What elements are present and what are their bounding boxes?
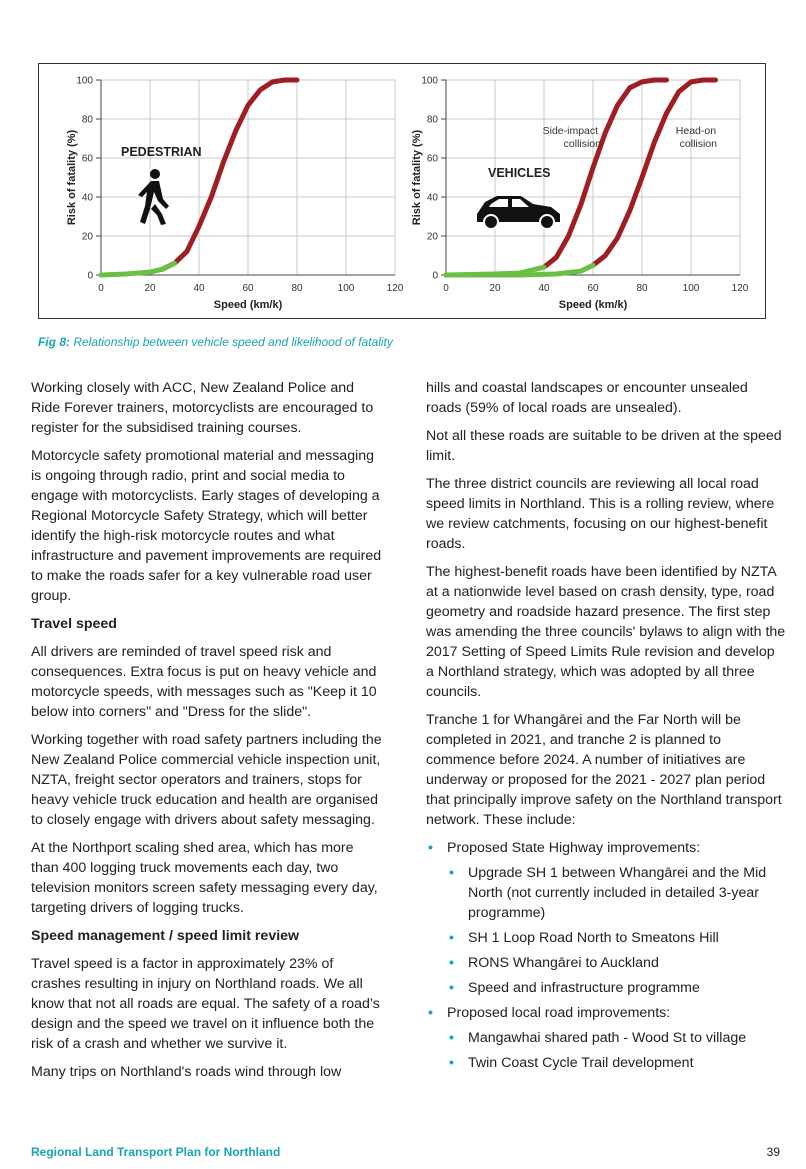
paragraph: Working closely with ACC, New Zealand Police and Ride Forever trainers, motorcyclists are encouraged to register for the subsidised training courses. [31,380,374,436]
series-line-low-0 [101,263,175,275]
x-tick-label: 40 [538,283,550,294]
figure-caption [38,335,393,349]
paragraph: Tranche 1 for Whangārei and the Far North will be completed in 2021, and tranche 2 is planned to commence before 2024. A number of initiatives are underway or proposed for the 2021 - 2027 plan period that principally improve safety on the Northland transport network. These include: [426,712,782,828]
x-axis-label: Speed (km/k) [558,299,628,311]
x-tick-label: 80 [636,283,648,294]
x-tick-label: 60 [242,283,254,294]
pedestrian-label: PEDESTRIAN [121,145,202,159]
list-item [426,1003,786,1073]
x-tick-label: 60 [587,283,599,294]
y-tick-label: 100 [421,75,438,87]
right-column [426,378,786,1078]
vehicles-label: VEHICLES [488,166,551,180]
x-tick-label: 100 [682,283,700,294]
side-impact-annotation: Side-impact collision [542,125,601,150]
y-tick-label: 100 [76,75,93,87]
paragraph: Not all these roads are suitable to be driven at the speed limit. [426,428,782,464]
y-tick-label: 60 [81,153,93,165]
series-line-high-0 [162,80,297,269]
x-tick-label: 100 [337,283,355,294]
paragraph: hills and coastal landscapes or encounter unsealed roads (59% of local roads are unsealed). [426,380,748,416]
y-tick-label: 0 [87,270,93,282]
figure-caption-label: Fig 8: [38,335,70,349]
y-tick-label: 80 [426,114,438,126]
paragraph: Many trips on Northland's roads wind through low [31,1064,342,1080]
figure [38,63,766,319]
x-tick-label: 0 [98,283,104,294]
fatality-charts [39,64,767,320]
list-item: • Twin Coast Cycle Trail development [447,1053,786,1073]
heading-travel-speed: Travel speed [31,616,117,632]
car-icon [477,196,560,229]
y-tick-label: 20 [426,231,438,243]
x-tick-label: 120 [731,283,749,294]
y-tick-label: 60 [426,153,438,165]
chart-panel-1 [411,76,749,312]
paragraph: Motorcycle safety promotional material and messaging is ongoing through radio, print and social media to engage with motorcyclists. Early stages of developing a Regional Motorcycle Safety Strategy, which will better identify the high-risk motorcycle routes and what infrastructure and pavement improvements are required to make the roads safer for a key vulnerable road user group. [31,448,382,604]
paragraph: The three district councils are reviewing all local road speed limits in Northland. This is a rolling review, where we review catchments, focusing on our highest-benefit roads. [426,476,775,552]
page-number: 39 [766,1145,780,1159]
head-on-annotation: Head-on collision [675,125,717,150]
paragraph: All drivers are reminded of travel speed risk and consequences. Extra focus is put on heavy vehicle and motorcycle speeds, with messages such as "Keep it 10 below into corners" and "Dress for the slide". [31,644,377,720]
list-item: • SH 1 Loop Road North to Smeatons Hill [447,928,786,948]
list-item-label: Proposed State Highway improvements: [447,840,701,856]
x-tick-label: 0 [443,283,449,294]
x-tick-label: 40 [193,283,205,294]
x-tick-label: 120 [386,283,404,294]
sub-list [447,1028,786,1073]
list-item: • Upgrade SH 1 between Whangārei and the Mid North (not currently included in detailed 3-year programme) [447,863,786,923]
paragraph: At the Northport scaling shed area, which has more than 400 logging truck movements each day, two television monitors screen safety messaging every day, targeting drivers of logging trucks. [31,840,378,916]
y-tick-label: 80 [81,114,93,126]
series-line-high-0 [544,80,667,267]
series-line-high-1 [593,80,716,265]
list-item-label: Proposed local road improvements: [447,1005,671,1021]
list-item: • Speed and infrastructure programme [447,978,786,998]
y-axis-label: Risk of fatality (%) [411,129,423,226]
y-tick-label: 0 [432,270,438,282]
x-tick-label: 80 [291,283,303,294]
list-item: • RONS Whangārei to Auckland [447,953,786,973]
y-tick-label: 40 [426,192,438,204]
initiatives-list [426,838,786,1073]
list-item [426,838,786,998]
left-column [31,378,383,1090]
list-item: • Mangawhai shared path - Wood St to village [447,1028,786,1048]
chart-panel-0 [66,76,404,312]
y-axis-label: Risk of fatality (%) [66,129,78,226]
paragraph: The highest-benefit roads have been identified by NZTA at a nationwide level based on crash density, type, road geometry and roadside hazard presence. The first step was amending the three councils' bylaws to align with the 2017 Setting of Speed Limits Rule revision and develop a Northland strategy, which was adopted by all three councils. [426,564,786,700]
sub-list [447,863,786,998]
x-tick-label: 20 [144,283,156,294]
paragraph: Travel speed is a factor in approximately 23% of crashes resulting in injury on Northland roads. We all know that not all roads are equal. The safety of a road’s design and the speed we travel on it influence both the risk of a crash and whether we survive it. [31,956,380,1052]
heading-speed-management: Speed management / speed limit review [31,928,300,944]
paragraph: Working together with road safety partners including the New Zealand Police commercial vehicle inspection unit, NZTA, freight sector operators and trainers, stops for heavy vehicle truck education and health are organised to closely engage with drivers about safety messaging. [31,732,382,828]
y-tick-label: 20 [81,231,93,243]
figure-caption-text: Relationship between vehicle speed and likelihood of fatality [73,335,393,349]
y-tick-label: 40 [81,192,93,204]
x-tick-label: 20 [489,283,501,294]
footer-title: Regional Land Transport Plan for Northland [31,1145,281,1159]
series-line-low-1 [446,265,593,275]
x-axis-label: Speed (km/k) [213,299,283,311]
